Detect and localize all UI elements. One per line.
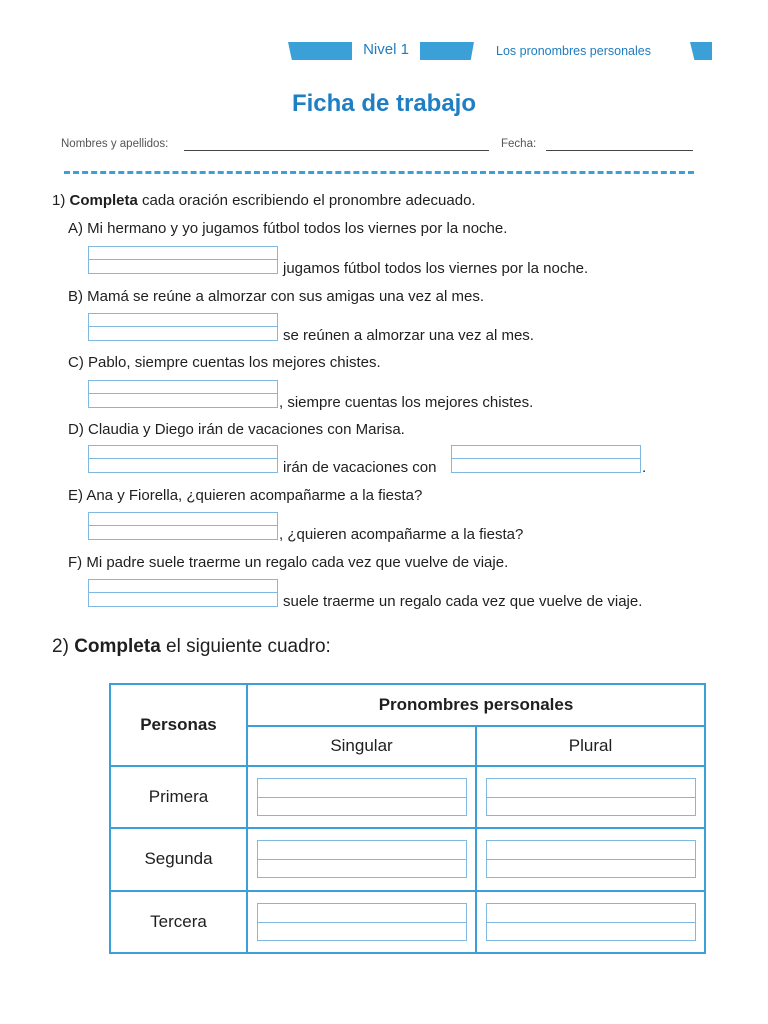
table-row bbox=[110, 891, 705, 953]
primera-plural-box[interactable] bbox=[486, 778, 696, 816]
row-label-segunda: Segunda bbox=[144, 849, 213, 869]
item-f-sentence: F) Mi padre suele traerme un regalo cada vez que vuelve de viaje. bbox=[68, 554, 509, 571]
plural-cell bbox=[476, 891, 705, 953]
item-d-continuation: irán de vacaciones con bbox=[283, 459, 437, 476]
singular-cell bbox=[247, 766, 476, 828]
header-ribbon-middle bbox=[420, 42, 474, 60]
question-1-number: 1) bbox=[52, 192, 66, 209]
header-ribbon-left bbox=[288, 42, 352, 60]
item-c-sentence: C) Pablo, siempre cuentas los mejores chistes. bbox=[68, 354, 381, 371]
item-b-continuation: se reúnen a almorzar una vez al mes. bbox=[283, 327, 534, 344]
question-2-number: 2) bbox=[52, 636, 69, 657]
question-2-verb: Completa bbox=[74, 636, 161, 657]
row-label-cell bbox=[110, 828, 247, 890]
question-2-heading bbox=[52, 636, 331, 658]
question-1-heading bbox=[52, 192, 476, 209]
segunda-plural-box[interactable] bbox=[486, 840, 696, 878]
item-d-sentence: D) Claudia y Diego irán de vacaciones con Marisa. bbox=[68, 421, 405, 438]
tercera-singular-box[interactable] bbox=[257, 903, 467, 941]
plural-cell bbox=[476, 828, 705, 890]
row-label-cell bbox=[110, 766, 247, 828]
header-plural bbox=[476, 726, 705, 766]
table-row bbox=[110, 766, 705, 828]
item-e-answer-box[interactable] bbox=[88, 512, 278, 540]
primera-singular-box[interactable] bbox=[257, 778, 467, 816]
item-c-continuation: , siempre cuentas los mejores chistes. bbox=[279, 394, 534, 411]
header-pronombres-label: Pronombres personales bbox=[378, 695, 574, 714]
item-b-answer-box[interactable] bbox=[88, 313, 278, 341]
name-label: Nombres y apellidos: bbox=[61, 138, 169, 150]
item-a-answer-box[interactable] bbox=[88, 246, 278, 274]
row-label-primera: Primera bbox=[148, 787, 209, 807]
item-f-continuation: suele traerme un regalo cada vez que vuelve de viaje. bbox=[283, 593, 643, 610]
header-plural-label: Plural bbox=[568, 736, 613, 755]
row-label-cell bbox=[110, 891, 247, 953]
singular-cell bbox=[247, 891, 476, 953]
topic-label: Los pronombres personales bbox=[496, 44, 651, 58]
item-d-end: . bbox=[642, 459, 647, 476]
header-personas bbox=[110, 684, 247, 766]
item-e-sentence: E) Ana y Fiorella, ¿quieren acompañarme a la fiesta? bbox=[68, 487, 423, 504]
item-e-continuation: , ¿quieren acompañarme a la fiesta? bbox=[279, 526, 524, 543]
header-pronombres bbox=[247, 684, 705, 726]
singular-cell bbox=[247, 828, 476, 890]
header-singular-label: Singular bbox=[330, 736, 393, 755]
question-1-verb: Completa bbox=[69, 192, 138, 209]
header-ribbon-right bbox=[690, 42, 712, 60]
name-field[interactable] bbox=[184, 150, 489, 151]
pronouns-table bbox=[109, 683, 706, 954]
header-personas-label: Personas bbox=[140, 715, 217, 734]
item-d-answer-box-2[interactable] bbox=[451, 445, 641, 473]
question-1-text: cada oración escribiendo el pronombre adecuado. bbox=[142, 192, 476, 209]
table-row bbox=[110, 828, 705, 890]
date-label: Fecha: bbox=[501, 138, 537, 150]
tercera-plural-box[interactable] bbox=[486, 903, 696, 941]
page-title: Ficha de trabajo bbox=[291, 90, 477, 117]
header-divider bbox=[64, 171, 694, 174]
question-2-text: el siguiente cuadro: bbox=[166, 636, 331, 657]
segunda-singular-box[interactable] bbox=[257, 840, 467, 878]
level-label: Nivel 1 bbox=[363, 41, 409, 58]
item-c-answer-box[interactable] bbox=[88, 380, 278, 408]
row-label-tercera: Tercera bbox=[150, 911, 207, 931]
plural-cell bbox=[476, 766, 705, 828]
item-d-answer-box-1[interactable] bbox=[88, 445, 278, 473]
header-singular bbox=[247, 726, 476, 766]
date-field[interactable] bbox=[546, 150, 693, 151]
item-a-sentence: A) Mi hermano y yo jugamos fútbol todos los viernes por la noche. bbox=[68, 220, 508, 237]
item-b-sentence: B) Mamá se reúne a almorzar con sus amigas una vez al mes. bbox=[68, 288, 485, 305]
item-f-answer-box[interactable] bbox=[88, 579, 278, 607]
item-a-continuation: jugamos fútbol todos los viernes por la noche. bbox=[283, 260, 589, 277]
